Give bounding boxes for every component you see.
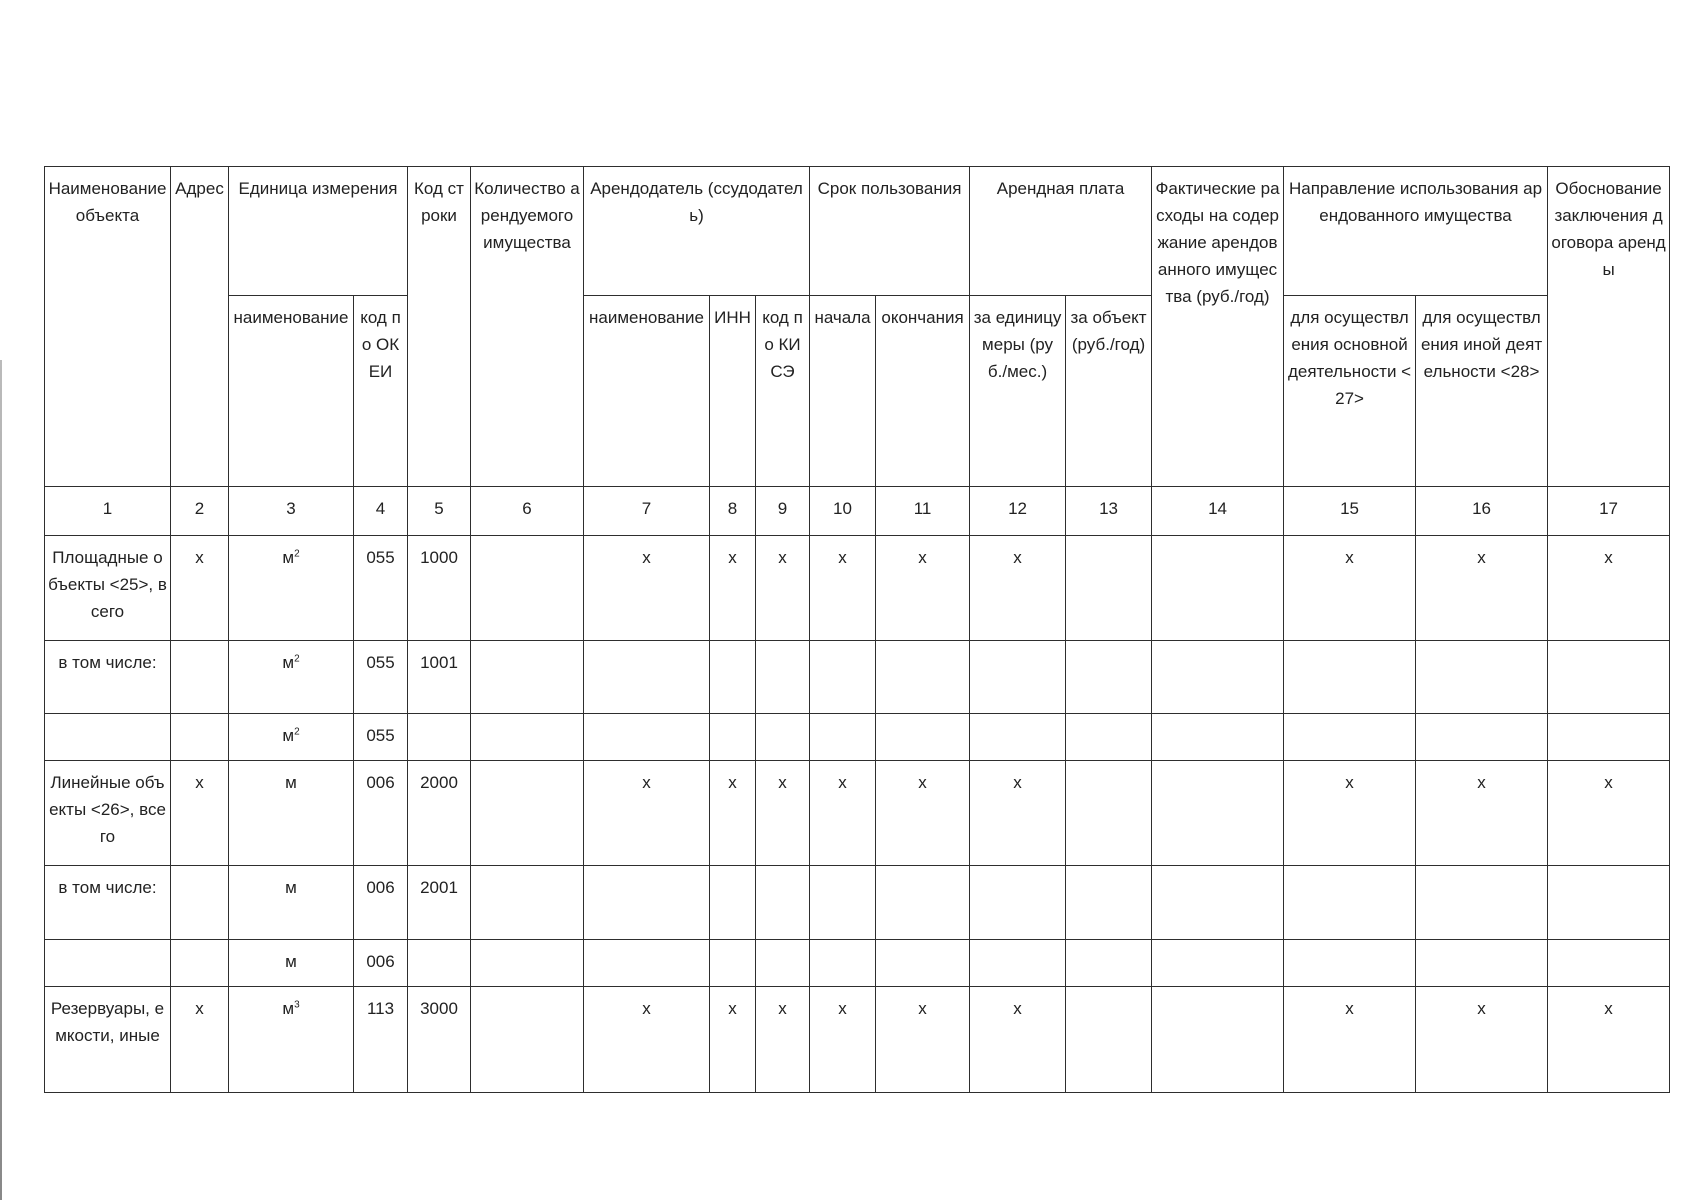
basis-cell	[1548, 640, 1670, 714]
address-cell	[171, 714, 229, 761]
table-row	[45, 535, 1670, 640]
term-end-cell	[876, 866, 970, 940]
rent-unit-cell: x	[970, 761, 1066, 866]
okei-cell: 055	[354, 535, 408, 640]
kise-cell: x	[756, 535, 810, 640]
basis-cell	[1548, 939, 1670, 986]
column-number: 6	[471, 487, 584, 535]
table-row	[45, 640, 1670, 714]
usage-main-cell: x	[1284, 761, 1416, 866]
table-row	[45, 987, 1670, 1093]
kise-cell: x	[756, 761, 810, 866]
table-row	[45, 866, 1670, 940]
header-rent-object: за объект (руб./год)	[1066, 295, 1152, 486]
quantity-cell	[471, 866, 584, 940]
inn-cell	[710, 866, 756, 940]
rent-unit-cell	[970, 714, 1066, 761]
column-number: 7	[584, 487, 710, 535]
term-end-cell	[876, 714, 970, 761]
code-cell: 3000	[408, 987, 471, 1093]
scan-edge	[0, 360, 2, 1200]
term-end-cell: x	[876, 987, 970, 1093]
inn-cell	[710, 939, 756, 986]
basis-cell	[1548, 866, 1670, 940]
header-usage-main: для осуществления основной деятельности <27>	[1284, 295, 1416, 486]
kise-cell	[756, 939, 810, 986]
term-start-cell	[810, 640, 876, 714]
code-cell	[408, 714, 471, 761]
usage-main-cell	[1284, 866, 1416, 940]
header-unit: Единица измерения	[229, 167, 408, 296]
inn-cell	[710, 714, 756, 761]
expenses-cell	[1152, 640, 1284, 714]
term-start-cell: x	[810, 761, 876, 866]
address-cell	[171, 866, 229, 940]
usage-other-cell	[1416, 866, 1548, 940]
rent-object-cell	[1066, 535, 1152, 640]
table-row	[45, 939, 1670, 986]
column-number: 2	[171, 487, 229, 535]
column-number: 16	[1416, 487, 1548, 535]
rent-unit-cell	[970, 640, 1066, 714]
column-number: 8	[710, 487, 756, 535]
quantity-cell	[471, 761, 584, 866]
quantity-cell	[471, 535, 584, 640]
okei-cell: 055	[354, 714, 408, 761]
kise-cell	[756, 640, 810, 714]
header-term-end: окончания	[876, 295, 970, 486]
header-quantity: Количество арендуемого имущества	[471, 167, 584, 487]
usage-other-cell	[1416, 714, 1548, 761]
term-start-cell: x	[810, 535, 876, 640]
row-label: Площадные объекты <25>, всего	[45, 535, 171, 640]
inn-cell: x	[710, 987, 756, 1093]
basis-cell	[1548, 714, 1670, 761]
basis-cell: x	[1548, 535, 1670, 640]
unit-cell: $м^2$	[229, 714, 354, 761]
header-rent: Арендная плата	[970, 167, 1152, 296]
header-row-code: Код строки	[408, 167, 471, 487]
expenses-cell	[1152, 761, 1284, 866]
lessor-name-cell	[584, 714, 710, 761]
unit-cell: $м^2$	[229, 535, 354, 640]
okei-cell: 113	[354, 987, 408, 1093]
kise-cell	[756, 866, 810, 940]
term-start-cell	[810, 714, 876, 761]
usage-other-cell: x	[1416, 761, 1548, 866]
basis-cell: x	[1548, 761, 1670, 866]
lessor-name-cell	[584, 640, 710, 714]
expenses-cell	[1152, 987, 1284, 1093]
kise-cell: x	[756, 987, 810, 1093]
header-unit-name: наименование	[229, 295, 354, 486]
header-expenses: Фактические расходы на содержание арендованного имущества (руб./год)	[1152, 167, 1284, 487]
lessor-name-cell	[584, 939, 710, 986]
header-unit-okei: код по ОКЕИ	[354, 295, 408, 486]
term-end-cell	[876, 640, 970, 714]
term-start-cell	[810, 939, 876, 986]
rent-unit-cell: x	[970, 535, 1066, 640]
basis-cell: x	[1548, 987, 1670, 1093]
header-lessor-name: наименование	[584, 295, 710, 486]
rent-object-cell	[1066, 640, 1152, 714]
usage-main-cell	[1284, 939, 1416, 986]
rent-object-cell	[1066, 866, 1152, 940]
unit-cell: $м^3$	[229, 987, 354, 1093]
usage-other-cell	[1416, 640, 1548, 714]
expenses-cell	[1152, 535, 1284, 640]
usage-main-cell	[1284, 640, 1416, 714]
okei-cell: 055	[354, 640, 408, 714]
usage-other-cell: x	[1416, 987, 1548, 1093]
column-number: 5	[408, 487, 471, 535]
header-lessor: Арендодатель (ссудодатель)	[584, 167, 810, 296]
column-number: 12	[970, 487, 1066, 535]
column-number: 15	[1284, 487, 1416, 535]
lessor-name-cell	[584, 866, 710, 940]
header-lessor-kise: код по КИСЭ	[756, 295, 810, 486]
rent-unit-cell	[970, 939, 1066, 986]
okei-cell: 006	[354, 866, 408, 940]
term-start-cell	[810, 866, 876, 940]
code-cell: 2001	[408, 866, 471, 940]
row-label: в том числе:	[45, 866, 171, 940]
unit-cell: м	[229, 866, 354, 940]
header-basis: Обоснование заключения договора аренды	[1548, 167, 1670, 487]
header-term: Срок пользования	[810, 167, 970, 296]
column-number: 9	[756, 487, 810, 535]
quantity-cell	[471, 987, 584, 1093]
column-number: 4	[354, 487, 408, 535]
inn-cell: x	[710, 535, 756, 640]
header-usage-other: для осуществления иной деятельности <28>	[1416, 295, 1548, 486]
usage-main-cell: x	[1284, 535, 1416, 640]
okei-cell: 006	[354, 761, 408, 866]
term-end-cell: x	[876, 535, 970, 640]
usage-other-cell: x	[1416, 535, 1548, 640]
address-cell: x	[171, 761, 229, 866]
quantity-cell	[471, 939, 584, 986]
column-number: 11	[876, 487, 970, 535]
code-cell	[408, 939, 471, 986]
row-label: в том числе:	[45, 640, 171, 714]
header-address: Адрес	[171, 167, 229, 487]
kise-cell	[756, 714, 810, 761]
lessor-name-cell: x	[584, 535, 710, 640]
rent-object-cell	[1066, 761, 1152, 866]
header-name: Наименование объекта	[45, 167, 171, 487]
header-usage: Направление использования арендованного имущества	[1284, 167, 1548, 296]
usage-other-cell	[1416, 939, 1548, 986]
rent-unit-cell	[970, 866, 1066, 940]
code-cell: 1001	[408, 640, 471, 714]
expenses-cell	[1152, 939, 1284, 986]
rented-property-table	[44, 166, 1670, 1093]
quantity-cell	[471, 714, 584, 761]
rent-object-cell	[1066, 939, 1152, 986]
rent-object-cell	[1066, 714, 1152, 761]
table-row	[45, 761, 1670, 866]
column-number: 14	[1152, 487, 1284, 535]
expenses-cell	[1152, 714, 1284, 761]
header-term-start: начала	[810, 295, 876, 486]
inn-cell	[710, 640, 756, 714]
row-label: Линейные объекты <26>, всего	[45, 761, 171, 866]
usage-main-cell	[1284, 714, 1416, 761]
quantity-cell	[471, 640, 584, 714]
inn-cell: x	[710, 761, 756, 866]
address-cell: x	[171, 535, 229, 640]
term-end-cell	[876, 939, 970, 986]
header-lessor-inn: ИНН	[710, 295, 756, 486]
column-number: 17	[1548, 487, 1670, 535]
term-end-cell: x	[876, 761, 970, 866]
address-cell	[171, 640, 229, 714]
lessor-name-cell: x	[584, 987, 710, 1093]
row-label	[45, 714, 171, 761]
unit-cell: м	[229, 939, 354, 986]
unit-cell: м	[229, 761, 354, 866]
rent-unit-cell: x	[970, 987, 1066, 1093]
code-cell: 2000	[408, 761, 471, 866]
header-rent-unit: за единицу меры (руб./мес.)	[970, 295, 1066, 486]
column-number: 1	[45, 487, 171, 535]
code-cell: 1000	[408, 535, 471, 640]
column-number: 3	[229, 487, 354, 535]
rent-object-cell	[1066, 987, 1152, 1093]
term-start-cell: x	[810, 987, 876, 1093]
expenses-cell	[1152, 866, 1284, 940]
row-label	[45, 939, 171, 986]
row-label: Резервуары, емкости, иные	[45, 987, 171, 1093]
usage-main-cell: x	[1284, 987, 1416, 1093]
address-cell	[171, 939, 229, 986]
address-cell: x	[171, 987, 229, 1093]
okei-cell: 006	[354, 939, 408, 986]
lessor-name-cell: x	[584, 761, 710, 866]
unit-cell: $м^2$	[229, 640, 354, 714]
column-number: 10	[810, 487, 876, 535]
column-number: 13	[1066, 487, 1152, 535]
table-row	[45, 714, 1670, 761]
